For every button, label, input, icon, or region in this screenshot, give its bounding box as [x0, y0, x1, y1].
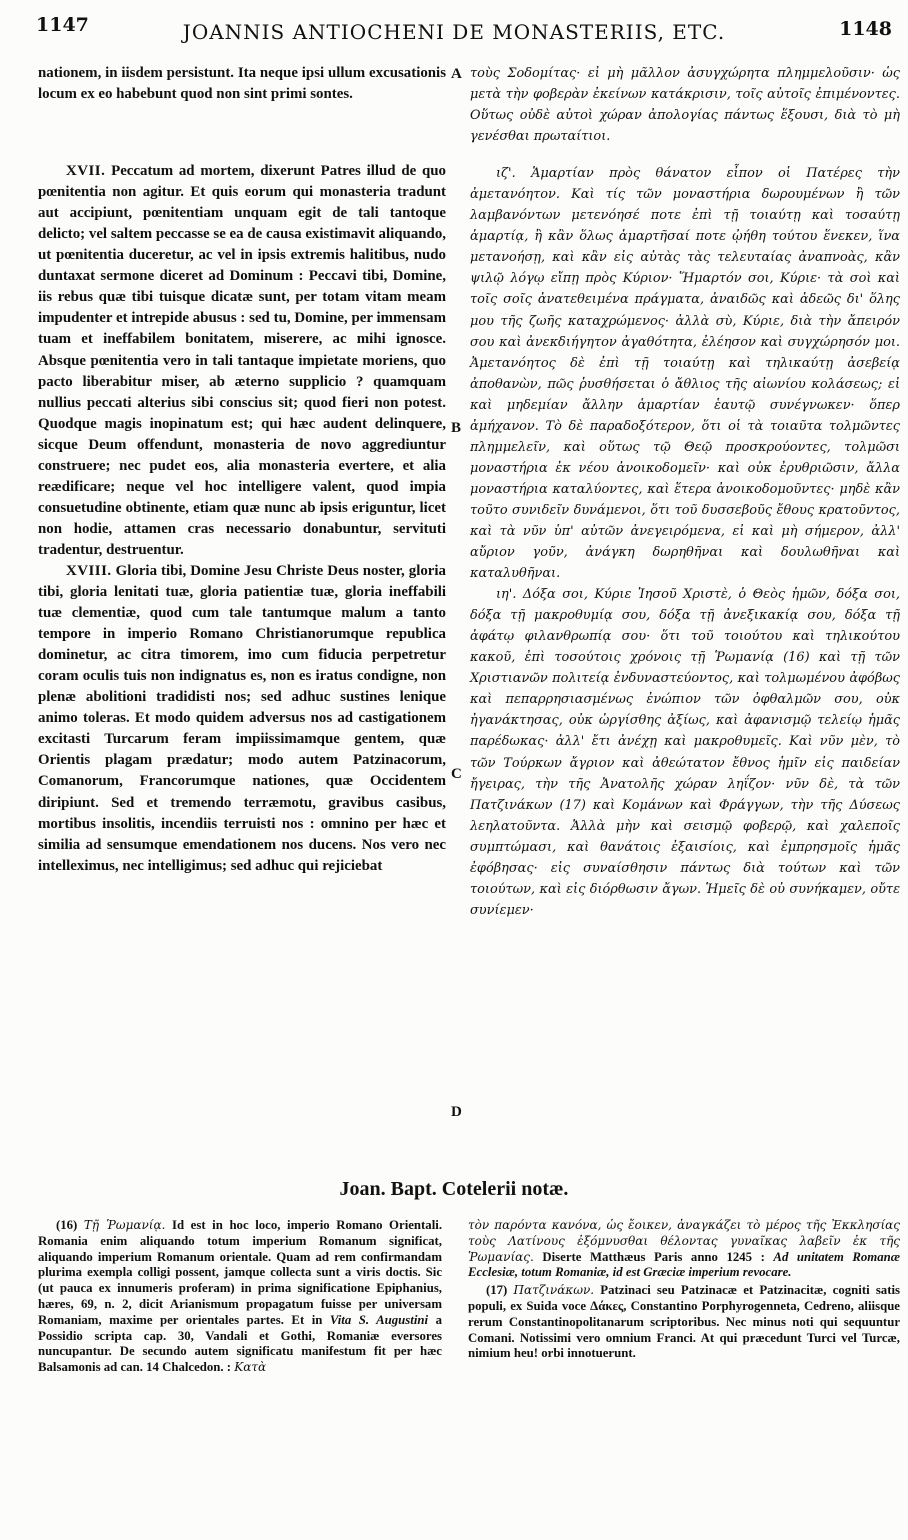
greek-section-17-text: Ἁμαρτίαν πρὸς θάνατον εἶπον οἱ Πατέρες τὴν ἀμετανόητον. Καὶ τίς τῶν μοναστήρια δωρουμένων ἢ τῶν λαμβανόντων μετενόησέ ποτε ἐπὶ τῇ τοιαύτῃ καὶ τοσαύτῃ ἁμαρτίᾳ, ἢ κἂν ὅλως ἁμαρτῆσαί ποτε ᾠήθη τούτου ἕνεκεν, ἵνα μετανοήσῃ, καὶ κἂν εἰς αὐτὰς τὰς τελευταίας ἀναπνοὰς, κἂν ψιλῷ λόγῳ εἴπῃ πρὸς Κύριον· Ἥμαρτόν σοι, Κύριε· τὰ σοὶ καὶ τοῖς σοῖς ἀνατεθειμένα πράγματα, ἀναιδῶς καὶ ἀδεῶς δι' ὅλης μου τῆς ζωῆς καταχρώμενος· ἀλλὰ σὺ, Κύριε, διὰ τὴν ἄπειρόν σου καὶ ἀνεκδιήγητον ἀγαθότητα, ἐλέησον καὶ συγχώρησόν μοι. Ἀμετανόητος δὲ ἐπὶ τῇ τοιαύτῃ καὶ τηλικαύτῃ ἀσεβείᾳ ἀποθανὼν, πῶς ῥυσθήσεται ὁ ἄθλιος τῆς αἰωνίου κολάσεως; εἰ καὶ μηδεμίαν ἄλλην ἁμαρτίαν ἑαυτῷ συνέγνωκεν· ὅπερ ἀμήχανον. Τὸ δὲ παραδοξότερον, ὅτι οἱ τὰ τοιαῦτα τολμῶντες πλημμελεῖν, καὶ οὕτως τῷ Θεῷ προσκρούοντες, τολμῶσι μοναστήρια ἐκ νέου ἀνοικοδομεῖν· καὶ οὐκ ἐρυθριῶσιν, ἄλλα μοναστήρια καταλύοντες, καὶ ἕτερα ἀνοικοδομοῦντες· μηδὲ κἂν τοῦτο συνιδεῖν δυνάμενοι, ὅτι τοῦ δυσσεβοῦς ἔθους κρατοῦντος, καὶ τὰ νῦν ὑπ' αὐτῶν ἀνεγειρόμενα, εἰ καὶ μὴ σήμερον, ἀλλ' αὔριον γοῦν, ἀνάγκη δωρηθῆναι καὶ δουλωθῆναι καὶ καταλυθῆναι.: [470, 166, 900, 582]
margin-letter-d: D: [451, 1104, 462, 1120]
note-16-text-c: Diserte Matthæus Paris anno 1245 :: [542, 1249, 765, 1264]
note-17: [468, 1283, 900, 1362]
greek-section-17-number: ιζ'.: [496, 166, 516, 182]
latin-column: [38, 63, 446, 877]
running-header: [0, 6, 908, 44]
greek-section-17: [470, 163, 900, 584]
note-16-continued: [468, 1218, 900, 1281]
greek-paragraph-intro: τοὺς Σοδομίτας· εἰ μὴ μᾶλλον ἀσυγχώρητα πλημμελοῦσιν· ὡς μετὰ τὴν φοβερὰν ἐκείνων κατάκρισιν, τοῖς αὐτοῖς ἐπιμένοντες. Οὕτως οὐδὲ αὐτοὶ χώραν ἀπολογίας πάντως ἕξουσι, διὰ τὸ μὴ γενέσθαι πρωταίτιοι.: [470, 66, 900, 145]
latin-section-17-text: Peccatum ad mortem, dixerunt Patres illud de quo pœnitentia non agitur. Et quis eorum qui monasteria tradunt aut accipiunt, pœnitentiam unquam egit de tali tantoque delicto; vel saltem peccasse se ea de causa existimavit aliquando, ut pœnitentia duceretur, ac vel in ipsis extremis halitibus, nudo duntaxat sermone diceret ad Dominum : Peccavi tibi, Domine, iis rebus quæ tibi tuisque dicatæ sunt, per totam vitam meam impudenter et intrepide abusus : sed tu, Domine, per immensam tuam et ineffabilem bonitatem, miserere, ac mihi ignosce. Absque pœnitentia vero in tali tantaque impietate moriens, quo pacto liberabitur miser, ab æterno supplicio ? quamquam nullius peccati alterius sibi conscius sit; quod fieri non potest. Quodque magis inopinatum est; qui hæc audent delinquere, sicque Deum offendunt, monasteria de novo aggrediuntur construere; nec pudet eos, alia monasteria evertere, et alia reædificare; neque vel hoc intelligere valent, quod impia consuetudine obtinente, etiam quæ nunc ab ipsis eriguntur, licet non hodie, attamen cras necessario donabuntur, servituti tradentur, destruentur.: [38, 163, 446, 558]
note-16-column: [38, 1218, 442, 1376]
greek-section-18: [470, 584, 900, 921]
latin-section-17: [38, 161, 446, 561]
note-16-text-b: a Possidio scripta cap. 30, Vandali et Gothi, Romaniæ eversores nuncupantur. De secundo autem significatu manifestum fit per hæc Balsamonis ad can. 14 Chalcedon. :: [38, 1312, 442, 1375]
note-16: [38, 1218, 442, 1376]
notes-right-column: [468, 1218, 900, 1362]
note-16-greek-quote: τὸν παρόντα κανόνα, ὡς ἔοικεν, ἀναγκάζει τὸ μέρος τῆς Ἐκκλησίας τοὺς Λατίνους ἐξόμνυσθαι θέλοντας γυναῖκας λαβεῖν ἐκ τῆς Ῥωμανίας.: [468, 1218, 900, 1264]
margin-letter-a: A: [451, 66, 462, 82]
notes-title: Joan. Bapt. Cotelerii notæ.: [339, 1178, 569, 1200]
page-number-left: 1147: [36, 14, 89, 36]
note-17-text: Patzinaci seu Patzinacæ et Patzinacitæ, cogniti satis populi, ex Suida voce Δάκες, Constantino Porphyrogenneta, Cedreno, aliisque rerum Constantinopolitanarum scriptoribus. Nec minus noti qui sequuntur Comani. Notissimi vero omnium Franci. At qui præcedunt Turci vel Turcæ, nimium heu! orbi innotuerunt.: [468, 1283, 900, 1361]
note-16-lemma: Τῇ Ῥωμανίᾳ.: [83, 1218, 166, 1232]
greek-column: [470, 63, 900, 921]
latin-section-17-number: XVII.: [66, 163, 106, 180]
latin-section-18-text: Gloria tibi, Domine Jesu Christe Deus noster, gloria tibi, gloria lenitati tuæ, gloria patientiæ tuæ, gloria ineffabili tuæ clementiæ, quod cum tale tantumque malum a tanto tempore in imperio Romano Christianorumque republica dominetur, ac citra timorem, imo cum fiducia perpetretur coram oculis tuis non indignatus es, non es iratus condigne, non plenæ abolitioni tradidisti nos; sed adhuc sustines lenique animo toleras. Et modo quidem adversus nos ad castigationem excitasti Turcarum feram impiissimamque gentem, quæ Orientis plagam prædatur; modo autem Patzinacorum, Comanorum, Francorumque nationes, quæ Occidentem diripiunt. Sed et tremendo terræmotu, gravibus casibus, mortibus insolitis, incendiis terruisti nos : omnino per hæc et similia ad sensumque emendationem nos ducens. Nos vero nec intelleximus, nec intelligimus; sed adhuc qui rejiciebat: [38, 562, 446, 874]
latin-section-18: [38, 561, 446, 877]
latin-section-18-number: XVIII.: [66, 562, 112, 579]
note-17-marker: (17): [486, 1283, 508, 1298]
note-16-vita-title: Vita S. Augustini: [329, 1312, 429, 1327]
page-number-right: 1148: [839, 18, 892, 40]
note-16-greek-quote-start: Κατὰ: [234, 1360, 267, 1375]
margin-letter-c: C: [451, 766, 462, 782]
margin-letter-b: B: [451, 420, 462, 436]
note-16-marker: (16): [56, 1218, 78, 1232]
greek-section-18-text: Δόξα σοι, Κύριε Ἰησοῦ Χριστὲ, ὁ Θεὸς ἡμῶν, δόξα σοι, δόξα τῇ μακροθυμίᾳ σου, δόξα τῇ ἀνεξικακίᾳ σου, δόξα τῇ ἀφάτῳ φιλανθρωπίᾳ σου· ὅτι τοῦ τοιούτου καὶ τηλικούτου κακοῦ, ἐπὶ τοσούτοις χρόνοις τῇ Ῥωμανίᾳ (16) καὶ τῇ τῶν Χριστιανῶν πολιτείᾳ ἐνδυναστεύοντος, καὶ τολμωμένου ἀφόβως καὶ πεπαρρησιασμένως ἐνώπιον τῶν ὀφθαλμῶν σου, οὐκ ἠγανάκτησας, οὐκ ὠργίσθης ἀξίως, καὶ ἀφανισμῷ τελείῳ ἡμᾶς παρέδωκας· ἀλλ' ἔτι ἀνέχῃ καὶ μακροθυμεῖς. Καὶ νῦν μὲν, τὸ τῶν Τούρκων ἄγριον καὶ ἀθεώτατον ἔθνος ἡμῖν εἰς παιδείαν ἤγειρας, τὴν τῆς Ἀνατολῆς χώραν ληΐζον· νῦν δὲ, τὰ τῶν Πατζινάκων (17) καὶ Κομάνων καὶ Φράγγων, τὴν τῆς Δύσεως λεηλατοῦντα. Ἀλλὰ μὴν καὶ σεισμῷ φοβερῷ, καὶ χαλεποῖς συμπτώμασι, καὶ θανάτοις ἐξαισίοις, καὶ ἐμπρησμοῖς ἡμᾶς ἐφόβησας· εἰς συναίσθησιν πάντως διὰ τούτων καὶ τῶν τοιούτων, καὶ εἰς διόρθωσιν ἄγων. Ἡμεῖς δὲ οὐ συνήκαμεν, οὔτε συνίεμεν·: [470, 587, 900, 918]
running-title: JOANNIS ANTIOCHENI DE MONASTERIIS, ETC.: [182, 20, 726, 44]
greek-section-18-number: ιη'.: [496, 587, 517, 603]
latin-paragraph-intro: nationem, in iisdem persistunt. Ita neque ipsi ullum excusationis locum ex eo habebunt quod non sint primi sontes.: [38, 65, 446, 103]
note-16-text-d: Ad unitatem Romanæ Ecclesiæ, totum Romaniæ, id est Græciæ imperium revocare.: [468, 1249, 900, 1280]
note-17-lemma: Πατζινάκων.: [513, 1283, 595, 1298]
note-16-text-a: Id est in hoc loco, imperio Romano Orientali. Romania enim aliquando totum imperium Romanum significat, aliquando imperium Romanum orientale. Quam ad rem confirmandam plurima exempla colligi possent, jamque collecta sunt a viris doctis. Sic (ut pauca ex innumeris proferam) in prima significatione Epiphanius, hæres, 69, n. 2, dicit Arianismum propagatum fuisse per universam Romaniam, maxime per orientales partes. Et in: [38, 1218, 443, 1327]
